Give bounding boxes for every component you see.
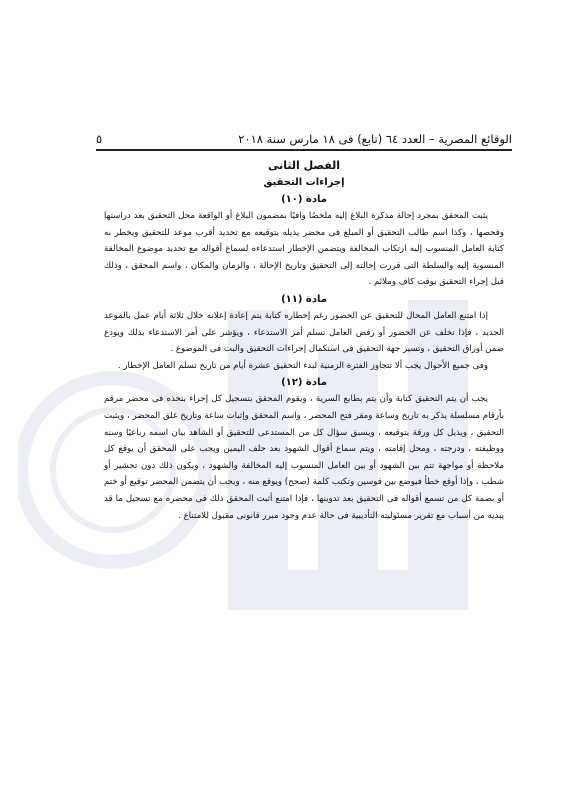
article-paragraph: وفى جميع الأحوال يجب ألا تتجاوز الفترة الزمنية لبدء التحقيق عشرة أيام من تاريخ تسلم العامل الإخطار . <box>117 360 488 371</box>
chapter-title: الفصل الثانى <box>267 159 341 172</box>
gazette-header-title: الوقائع المصرية – العدد ٦٤ (تابع) فى ١٨ مارس سنة ٢٠١٨ <box>238 132 512 146</box>
article-paragraph: يجب أن يتم التحقيق كتابة وأن يتم بطابع السرية ، ويقوم المحقق بتسجيل كل إجراء يتخذه فى محضر مرقم بأرقام مسلسلة يذكر به تاريخ وساعة ومقر فتح المحضر ، واسم المحقق وإثبات ساعة وتاريخ غلق المحضر ، ويثبت التحقيق ، ويذيل كل ورقة بتوقيعه ، ويسبق سؤال كل من المستدعى للتحقيق أو الشاهد بيان اسمه رباعيًا وسنه ووظيفته ، ودرجته ، ومحل إقامته ، ويتم سماع أقوال الشهود بعد حلف اليمين ويجب على المحقق أن يوقع كل ملاحظة أو مواجهة تتم بين الشهود أو بين العامل المنسوب إليه المخالفة والشهود ، ويكون ذلك دون تحشير أو شطب ، وإذا أوقع خطأ فيوضع بين قوسين وتكتب كلمة (صحح) ويوقع منه ، ويجب أن يتضمن المحضر توقيع أو ختم أو بصمة كل من تسمع أقواله فى التحقيق بعد تدوينها ، فإذا امتنع أثبت المحقق ذلك فى محضره مع تسجيل ما قد يبديه من أسباب مع تقرير مسئوليته التأديبية فى حالة عدم وجود مبرر قانونى مقبول للامتناع . <box>104 394 504 521</box>
header-divider <box>96 149 512 151</box>
article-paragraph: يثبت المحقق بمجرد إحالة مذكرة البلاغ إليه ملخصًا وافيًا بمضمون البلاغ أو الواقعة محل التحقيق بعد دراستها وفحصها ، وكذا اسم طالب التحقيق أو المبلغ فى محضر يذيله بتوقيعه مع تحديد أقرب موعد للتحقيق ويخطر به كتابة العامل المنسوب إليه ارتكاب المخالفة ويتضمن الإخطار استدعاءه لسماع أقواله مع تحديد موضوع المخالفة المنسوبة إليه والسلطة التى قررت إحالته إلى التحقيق وتاريخ الإحالة ، والزمان والمكان ، واسم المحقق ، وذلك قبل إجراء التحقيق بوقت كاف وملائم . <box>104 211 504 288</box>
article-heading: مادة (١١) <box>281 293 327 305</box>
article-paragraph: إذا امتنع العامل المحال للتحقيق عن الحضور رغم إخطاره كتابة يتم إعادة إعلانه خلال ثلاثة أيام عمل بالموعد الجديد ، فإذا تخلف عن الحضور أو رفض العامل تسلم أمر الاستدعاء ، ويؤشر على أمر الاستدعاء بذلك ويودع ضمن أوراق التحقيق ، وتسير جهة التحقيق فى استكمال إجراءات التحقيق والبت فى الموضوع . <box>104 310 504 355</box>
article-heading: مادة (١٠) <box>281 194 327 205</box>
document-body <box>104 156 504 524</box>
page-header <box>96 130 512 148</box>
section-title: إجراءات التحقيق <box>263 177 345 188</box>
article-heading: مادة (١٢) <box>281 377 327 389</box>
page-number: ٥ <box>96 132 103 146</box>
